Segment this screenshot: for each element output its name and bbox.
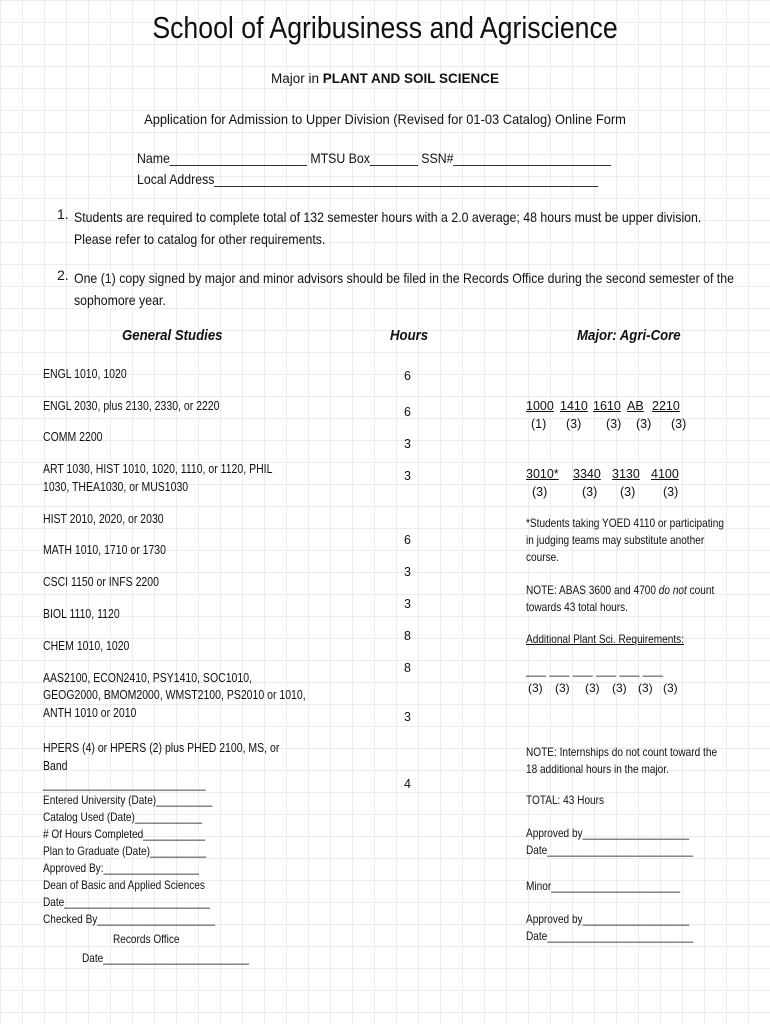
course-item: HIST 2010, 2020, or 2030 — [43, 512, 164, 526]
course-item: ART 1030, HIST 1010, 1020, 1110, or 1120, PHIL — [43, 462, 273, 476]
instruction-number: 1. — [57, 206, 69, 222]
general-studies-header: General Studies — [122, 327, 223, 344]
core-hours: (1) — [531, 417, 547, 431]
core-hours: (3) — [636, 417, 652, 431]
core-course: 1610 — [593, 399, 621, 413]
course-item: COMM 2200 — [43, 430, 103, 444]
core-course: 3130 — [612, 467, 640, 481]
core-course: 3340 — [573, 467, 601, 481]
core-hours: (3) — [663, 485, 679, 499]
course-item: ANTH 1010 or 2010 — [43, 706, 137, 720]
hours-value: 6 — [404, 369, 411, 383]
hours-value: 3 — [404, 565, 411, 579]
course-item: HPERS (4) or HPERS (2) plus PHED 2100, MS, or — [43, 741, 280, 755]
catalog-used-field[interactable]: Catalog Used (Date)____________ — [43, 810, 203, 824]
core-course: 1410 — [560, 399, 588, 413]
checked-by-field[interactable]: Checked By_____________________ — [43, 912, 216, 926]
total-hours: TOTAL: 43 Hours — [526, 793, 605, 807]
additional-blanks[interactable]: ___ ___ ___ ___ ___ ___ — [526, 663, 663, 677]
minor-field[interactable]: Minor_______________________ — [526, 879, 681, 893]
note-abas — [526, 583, 714, 597]
hours-completed-field[interactable]: # Of Hours Completed___________ — [43, 827, 205, 841]
additional-hours: (3) — [663, 681, 678, 695]
course-item: BIOL 1110, 1120 — [43, 607, 120, 621]
instruction-text: One (1) copy signed by major and minor advisors should be filed in the Records Office during the second semester of the — [74, 270, 734, 286]
core-course: AB — [627, 399, 644, 413]
instruction-number: 2. — [57, 267, 69, 283]
instruction-text: sophomore year. — [74, 292, 166, 308]
course-item: CSCI 1150 or INFS 2200 — [43, 575, 159, 589]
additional-hours: (3) — [638, 681, 653, 695]
name-field[interactable]: Name____________________ MTSU Box_______ SSN#_______________________ — [137, 150, 612, 166]
additional-hours: (3) — [612, 681, 627, 695]
date-major-field[interactable]: Date__________________________ — [526, 843, 694, 857]
dean-date-field[interactable]: Date__________________________ — [43, 895, 211, 909]
major-header: Major: Agri-Core — [577, 327, 681, 344]
note-abas-line2: towards 43 total hours. — [526, 600, 628, 614]
instruction-text: Please refer to catalog for other requirements. — [74, 231, 326, 247]
major-line — [0, 71, 770, 86]
core-course: 1000 — [526, 399, 554, 413]
course-item: AAS2100, ECON2410, PSY1410, SOC1010, — [43, 671, 252, 685]
course-item: Band — [43, 759, 68, 773]
core-course: 3010* — [526, 467, 559, 481]
course-item: ENGL 1010, 1020 — [43, 367, 127, 381]
hours-value: 8 — [404, 629, 411, 643]
additional-hours: (3) — [585, 681, 600, 695]
approved-by-minor-field[interactable]: Approved by___________________ — [526, 912, 690, 926]
hours-value: 3 — [404, 469, 411, 483]
divider-line: _____________________________ — [43, 777, 206, 791]
hours-value: 3 — [404, 437, 411, 451]
note-text: NOTE: ABAS 3600 and 4700 — [526, 583, 659, 597]
footnote: *Students taking YOED 4110 or participating — [526, 516, 724, 530]
hours-value: 3 — [404, 597, 411, 611]
hours-header: Hours — [390, 327, 429, 344]
core-course: 2210 — [652, 399, 680, 413]
additional-hours: (3) — [528, 681, 543, 695]
course-item: MATH 1010, 1710 or 1730 — [43, 543, 166, 557]
dean-label: Dean of Basic and Applied Sciences — [43, 878, 205, 892]
course-item: GEOG2000, BMOM2000, WMST2100, PS2010 or 1010, — [43, 688, 306, 702]
core-course: 4100 — [651, 467, 679, 481]
additional-requirements-label: Additional Plant Sci. Requirements: — [526, 632, 685, 646]
hours-value: 6 — [404, 533, 411, 547]
footnote: course. — [526, 550, 560, 564]
hours-value: 6 — [404, 405, 411, 419]
application-title: Application for Admission to Upper Division (Revised for 01-03 Catalog) Online Form — [144, 111, 626, 127]
core-hours: (3) — [620, 485, 636, 499]
approved-by-major-field[interactable]: Approved by___________________ — [526, 826, 690, 840]
core-hours: (3) — [532, 485, 548, 499]
course-item: 1030, THEA1030, or MUS1030 — [43, 480, 189, 494]
entered-university-field[interactable]: Entered University (Date)__________ — [43, 793, 213, 807]
major-prefix: Major in — [270, 71, 319, 86]
hours-value: 3 — [404, 710, 411, 724]
instruction-text: Students are required to complete total of 132 semester hours with a 2.0 average; 48 hours must be upper division. — [74, 209, 702, 225]
additional-hours: (3) — [555, 681, 570, 695]
hours-value: 4 — [404, 777, 411, 791]
course-item: ENGL 2030, plus 2130, 2330, or 2220 — [43, 399, 220, 413]
note-text: count — [686, 583, 715, 597]
page-title: School of Agribusiness and Agriscience — [152, 10, 618, 45]
plan-to-graduate-field[interactable]: Plan to Graduate (Date)__________ — [43, 844, 207, 858]
approved-by-field[interactable]: Approved By:_________________ — [43, 861, 199, 875]
major-name: PLANT AND SOIL SCIENCE — [322, 71, 500, 86]
date-minor-field[interactable]: Date__________________________ — [526, 929, 694, 943]
core-hours: (3) — [671, 417, 687, 431]
note-emphasis: do not — [658, 583, 687, 597]
internship-note: 18 additional hours in the major. — [526, 762, 669, 776]
footnote: in judging teams may substitute another — [526, 533, 705, 547]
hours-value: 8 — [404, 661, 411, 675]
address-field[interactable]: Local Address________________________________________________________ — [137, 171, 599, 187]
records-office-label: Records Office — [113, 932, 180, 946]
records-date-field[interactable]: Date__________________________ — [82, 951, 250, 965]
core-hours: (3) — [606, 417, 622, 431]
core-hours: (3) — [566, 417, 582, 431]
course-item: CHEM 1010, 1020 — [43, 639, 130, 653]
internship-note: NOTE: Internships do not count toward the — [526, 745, 718, 759]
core-hours: (3) — [582, 485, 598, 499]
